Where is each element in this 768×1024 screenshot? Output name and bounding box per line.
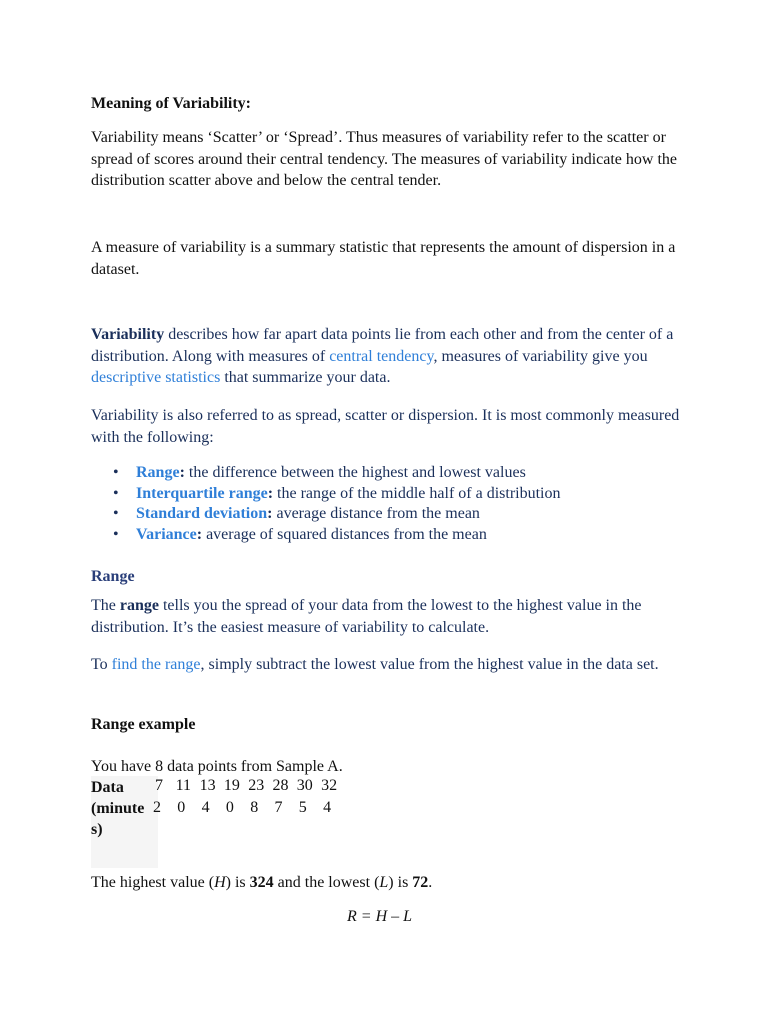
link-central-tendency[interactable]: central tendency: [329, 347, 434, 365]
table-digit-top: 13: [199, 777, 216, 794]
text-span: describes how far apart data points lie from each other and from the center of a distribution. Along with measures of: [91, 326, 674, 365]
table-digit-top: 7: [155, 777, 163, 794]
list-item-text: the range of the middle half of a distribution: [273, 484, 561, 502]
measures-list: [91, 463, 691, 545]
colon: :: [196, 525, 203, 543]
bullet-icon: •: [113, 505, 119, 522]
list-item-text: average of squared distances from the mean: [202, 525, 487, 543]
colon: :: [267, 484, 274, 502]
table-label-line: (minute: [91, 800, 145, 817]
text-span: .: [428, 874, 433, 891]
link-range[interactable]: Range: [136, 464, 180, 481]
table-digit-top: 11: [175, 777, 191, 794]
table-label-line: s): [91, 821, 103, 838]
table-digit-top: 19: [223, 777, 240, 794]
text-span: and the lowest (: [273, 874, 380, 891]
link-interquartile-range[interactable]: Interquartile range: [136, 484, 268, 502]
paragraph-summary-statistic: A measure of variability is a summary statistic that represents the amount of dispersion in a dataset.: [91, 239, 676, 278]
paragraph-find-range: [91, 654, 691, 676]
link-descriptive-statistics[interactable]: descriptive statistics: [91, 369, 221, 386]
text-span: tells you the spread of your data from the lowest to the highest value in the distribution. It’s the easiest measure of variability to calculate.: [91, 597, 642, 636]
symbol-h: H: [214, 874, 226, 891]
lowest-value: 72: [412, 874, 429, 891]
heading-meaning-of-variability: Meaning of Variability:: [91, 95, 252, 112]
text-span: ) is: [388, 874, 413, 891]
list-item-text: the difference between the highest and lowest values: [184, 464, 526, 481]
paragraph-range-definition: [91, 595, 691, 638]
table-digit-top: 32: [321, 777, 338, 794]
link-standard-deviation[interactable]: Standard deviation: [136, 505, 268, 522]
link-find-the-range[interactable]: find the range: [111, 656, 201, 673]
text-span: To: [91, 656, 112, 673]
table-digit-bottom: 0: [225, 799, 234, 816]
paragraph-definition: Variability means ‘Scatter’ or ‘Spread’. Thus measures of variability refer to the scatter or spread of scores around their central tendency. The measures of variability indicate how the distribution scatter above and below the central tender.: [91, 129, 677, 189]
heading-range-example: Range example: [91, 716, 196, 733]
list-item-text: average distance from the mean: [272, 505, 480, 522]
term-range: range: [119, 597, 159, 614]
link-variance[interactable]: Variance: [136, 525, 197, 543]
bullet-icon: •: [113, 484, 119, 502]
symbol-l: L: [379, 874, 389, 891]
text-span: , measures of variability give you: [433, 347, 648, 365]
table-digit-bottom: 8: [250, 799, 259, 816]
list-item: [91, 525, 691, 546]
highest-value: 324: [249, 874, 274, 891]
paragraph-highest-lowest: [91, 872, 691, 894]
text-span: , simply subtract the lowest value from the highest value in the data set.: [200, 656, 659, 673]
table-label-line: Data: [91, 779, 124, 796]
text-span: ) is: [225, 874, 250, 891]
text-span: The highest value (: [91, 874, 215, 891]
table-digit-bottom: 5: [298, 799, 307, 816]
colon: :: [267, 505, 273, 522]
bullet-icon: •: [113, 525, 119, 543]
bullet-icon: •: [113, 464, 119, 481]
term-variability: Variability: [91, 326, 165, 343]
text-span: The: [91, 597, 120, 614]
table-digit-top: 30: [296, 777, 313, 794]
table-digit-bottom: 4: [201, 799, 210, 816]
range-formula: R = H – L: [347, 908, 413, 925]
list-item: [91, 504, 691, 525]
colon: :: [179, 464, 185, 481]
paragraph-data-points: You have 8 data points from Sample A.: [91, 758, 343, 775]
table-digit-top: 23: [248, 777, 265, 794]
list-item: [91, 463, 691, 484]
table-digit-bottom: 2: [153, 799, 161, 816]
table-digit-bottom: 7: [274, 799, 283, 816]
paragraph-also-referred: Variability is also referred to as spread, scatter or dispersion. It is most commonly measured with the following:: [91, 407, 680, 446]
heading-range: Range: [91, 568, 135, 585]
paragraph-variability-describes: [91, 324, 691, 389]
table-digit-bottom: 4: [323, 799, 332, 816]
table-digit-top: 28: [272, 777, 289, 794]
table-digit-bottom: 0: [177, 799, 186, 816]
text-span: that summarize your data.: [220, 369, 391, 386]
list-item: [91, 484, 691, 505]
